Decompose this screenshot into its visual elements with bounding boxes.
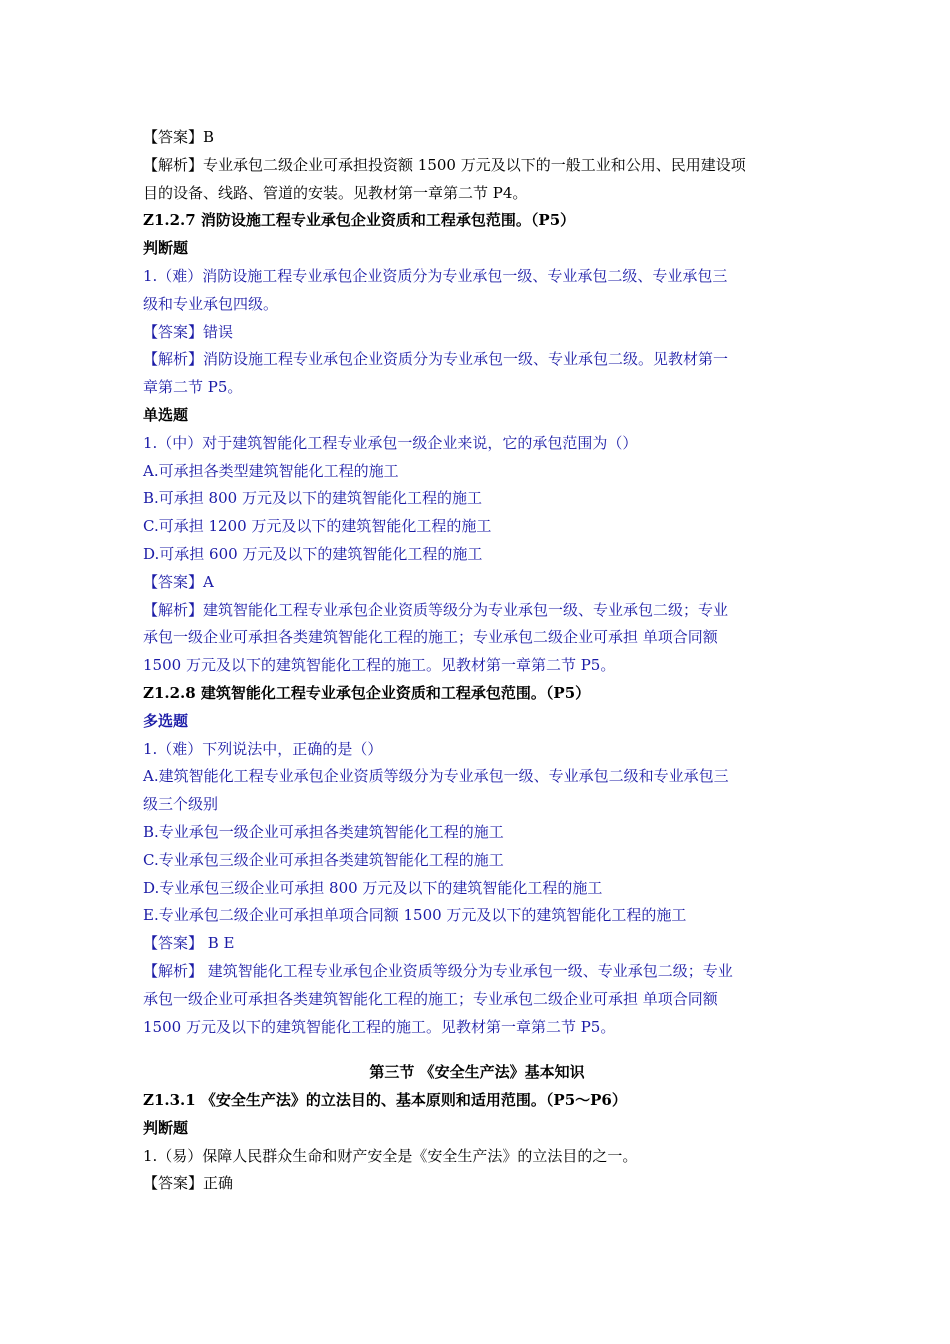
text-line: C.专业承包三级企业可承担各类建筑智能化工程的施工	[143, 850, 504, 869]
text-line: 【答案】正确	[143, 1174, 234, 1193]
text-line: C.可承担 1200 万元及以下的建筑智能化工程的施工	[143, 517, 492, 536]
text-line: A.可承担各类型建筑智能化工程的施工	[143, 461, 399, 480]
text-line: Z1.2.7 消防设施工程专业承包企业资质和工程承包范围。（P5）	[143, 211, 576, 230]
text-line: 1.（易）保障人民群众生命和财产安全是《安全生产法》的立法目的之一。	[143, 1146, 638, 1165]
text-line: 单选题	[143, 405, 189, 424]
text-line: 【答案】A	[143, 572, 214, 591]
text-line: 【答案】B	[143, 128, 215, 146]
text-line: 【解析】消防设施工程专业承包企业资质分为专业承包一级、专业承包二级。见教材第一	[143, 350, 729, 369]
question-block	[143, 124, 811, 1041]
text-line: B.专业承包一级企业可承担各类建筑智能化工程的施工	[143, 822, 504, 841]
text-line: 级三个级别	[143, 795, 219, 814]
text-line: D.专业承包三级企业可承担 800 万元及以下的建筑智能化工程的施工	[143, 878, 603, 897]
question-block	[143, 1087, 811, 1198]
text-line: 章第二节 P5。	[143, 378, 243, 397]
text-line: 【解析】 建筑智能化工程专业承包企业资质等级分为专业承包一级、专业承包二级；专业	[143, 961, 733, 980]
text-line: 承包一级企业可承担各类建筑智能化工程的施工；专业承包二级企业可承担 单项合同额	[143, 628, 718, 647]
text-line: 目的设备、线路、管道的安装。见教材第一章第二节 P4。	[143, 183, 528, 202]
text-line: 1.（难）下列说法中，正确的是（）	[143, 739, 383, 758]
text-line: 1500 万元及以下的建筑智能化工程的施工。见教材第一章第二节 P5。	[143, 1017, 616, 1036]
text-line: 判断题	[143, 239, 189, 258]
text-line: B.可承担 800 万元及以下的建筑智能化工程的施工	[143, 489, 482, 508]
text-line: A.建筑智能化工程专业承包企业资质等级分为专业承包一级、专业承包二级和专业承包三	[143, 767, 729, 786]
text-line: 【解析】专业承包二级企业可承担投资额 1500 万元及以下的一般工业和公用、民用建设项	[143, 155, 746, 174]
text-line: 【答案】错误	[143, 322, 234, 341]
section-title: 第三节 《安全生产法》基本知识	[369, 1063, 585, 1082]
text-line: 【解析】建筑智能化工程专业承包企业资质等级分为专业承包一级、专业承包二级；专业	[143, 600, 729, 619]
text-line: 多选题	[143, 711, 189, 730]
text-line: 1500 万元及以下的建筑智能化工程的施工。见教材第一章第二节 P5。	[143, 656, 616, 675]
text-line: E.专业承包二级企业可承担单项合同额 1500 万元及以下的建筑智能化工程的施工	[143, 906, 687, 925]
text-line: 承包一级企业可承担各类建筑智能化工程的施工；专业承包二级企业可承担 单项合同额	[143, 989, 718, 1008]
text-line: 级和专业承包四级。	[143, 294, 279, 313]
document-page	[143, 124, 811, 1198]
text-line: Z1.3.1 《安全生产法》的立法目的、基本原则和适用范围。（P5～P6）	[143, 1091, 627, 1110]
text-line: Z1.2.8 建筑智能化工程专业承包企业资质和工程承包范围。（P5）	[143, 683, 591, 702]
text-line: 1.（中）对于建筑智能化工程专业承包一级企业来说，它的承包范围为（）	[143, 433, 638, 452]
text-line: D.可承担 600 万元及以下的建筑智能化工程的施工	[143, 544, 483, 563]
text-line: 【答案】 B E	[143, 934, 235, 953]
text-line: 1.（难）消防设施工程专业承包企业资质分为专业承包一级、专业承包二级、专业承包三	[143, 266, 728, 285]
text-line: 判断题	[143, 1118, 189, 1137]
